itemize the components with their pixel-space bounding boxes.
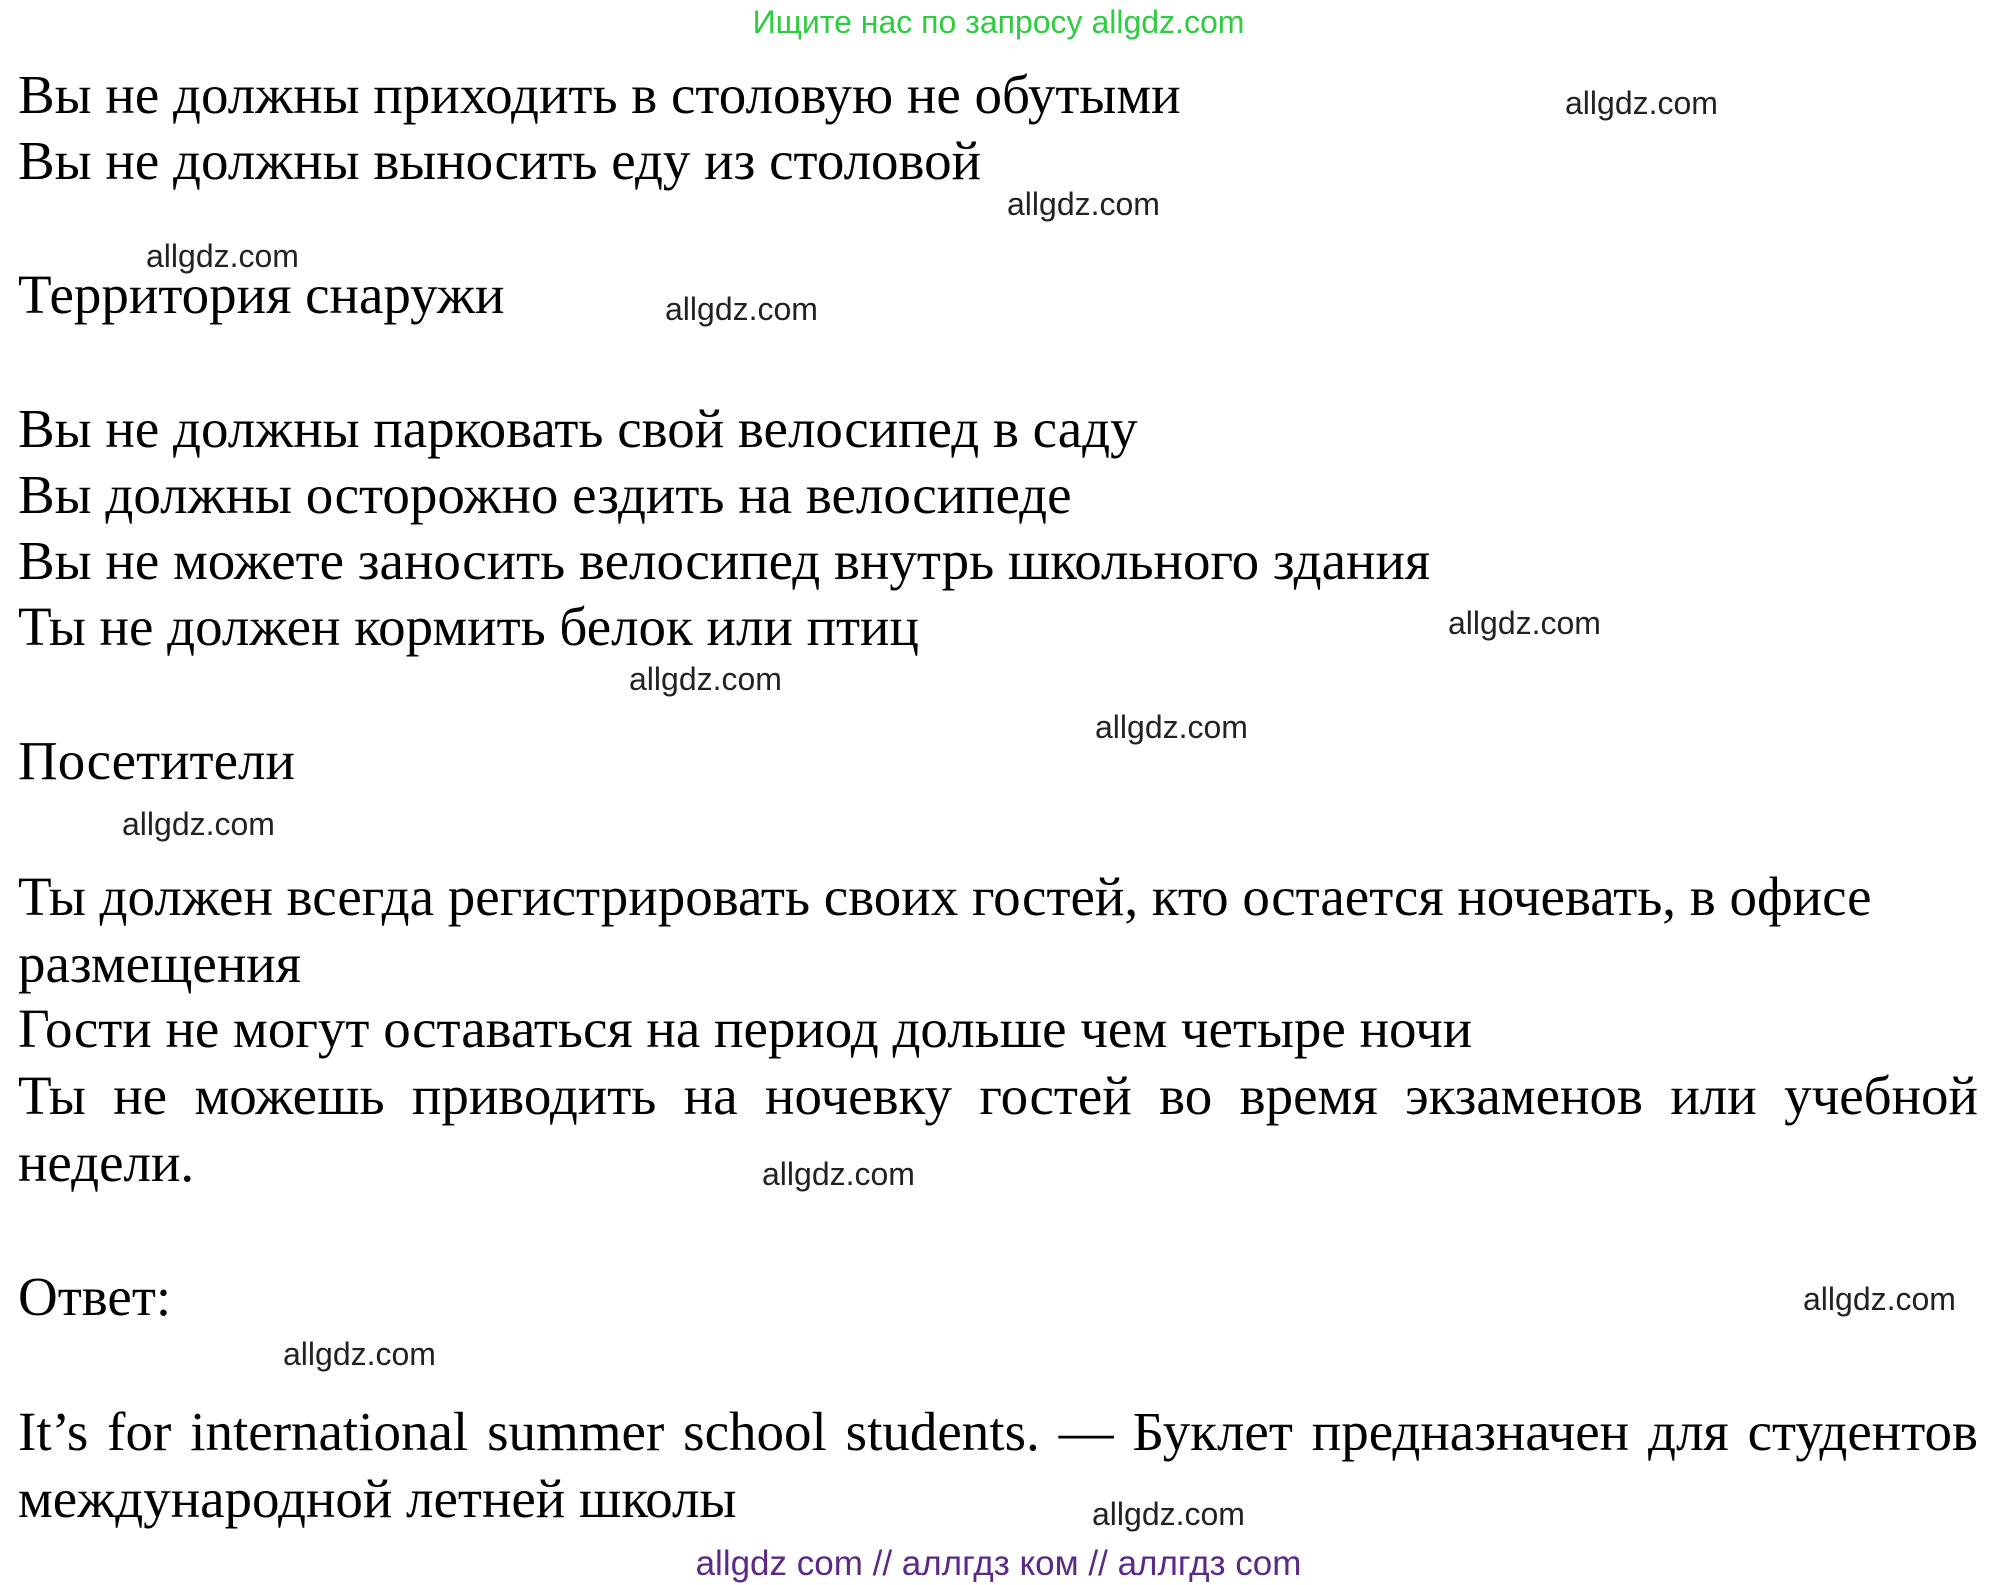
section-title-outside: Территория снаружи <box>18 264 505 325</box>
watermark: allgdz.com <box>629 661 782 697</box>
watermark: allgdz.com <box>762 1156 915 1192</box>
rule-outside-bike-inside: Вы не можете заносить велосипед внутрь школьного здания <box>18 530 1431 591</box>
rule-outside-feed-animals: Ты не должен кормить белок или птиц <box>18 596 919 657</box>
top-search-banner: Ищите нас по запросу allgdz.com <box>752 4 1245 40</box>
watermark: allgdz.com <box>1448 605 1601 641</box>
watermark: allgdz.com <box>283 1336 436 1372</box>
rule-visitors-exams: Ты не можешь приводить на ночевку гостей во время экзаменов или учебной недели. <box>18 1065 1978 1193</box>
rule-canteen-shoes: Вы не должны приходить в столовую не обутыми <box>18 64 1181 125</box>
watermark: allgdz.com <box>122 806 275 842</box>
rule-outside-ride-carefully: Вы должны осторожно ездить на велосипеде <box>18 464 1072 525</box>
watermark: allgdz.com <box>665 291 818 327</box>
watermark: allgdz.com <box>1803 1281 1956 1317</box>
rule-visitors-four-nights: Гости не могут оставаться на период дольше чем четыре ночи <box>18 998 1473 1059</box>
rule-visitors-register: Ты должен всегда регистрировать своих гостей, кто остается ночевать, в офисе размещения <box>18 866 1872 994</box>
watermark: allgdz.com <box>146 238 299 274</box>
rule-outside-parking: Вы не должны парковать свой велосипед в саду <box>18 398 1138 459</box>
answer-text: It’s for international summer school students. — Буклет предназначен для студентов международной летней школы <box>18 1401 1978 1529</box>
rule-canteen-food: Вы не должны выносить еду из столовой <box>18 130 982 191</box>
answer-label: Ответ: <box>18 1266 172 1327</box>
watermark: allgdz.com <box>1095 709 1248 745</box>
watermark: allgdz.com <box>1092 1496 1245 1532</box>
section-title-visitors: Посетители <box>18 730 295 791</box>
footer-links: allgdz com // аллгдз ком // аллгдз com <box>695 1544 1302 1583</box>
watermark: allgdz.com <box>1565 85 1718 121</box>
watermark: allgdz.com <box>1007 186 1160 222</box>
